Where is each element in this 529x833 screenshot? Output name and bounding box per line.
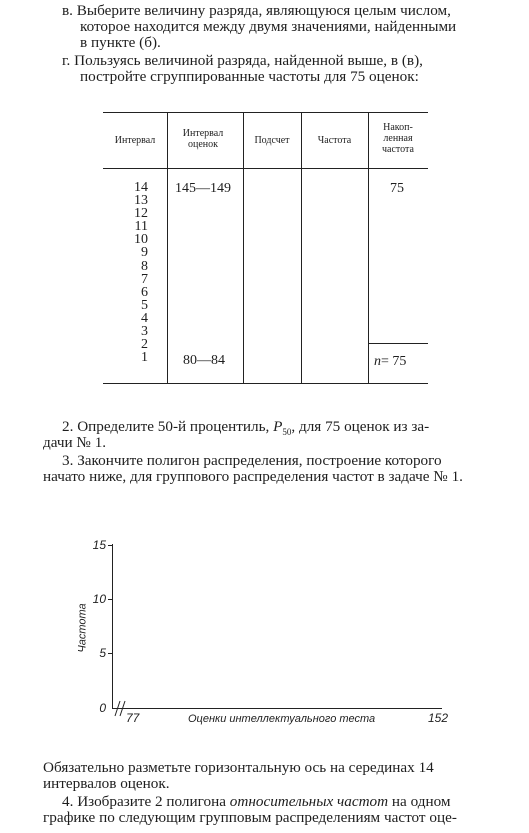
n-total xyxy=(374,354,406,370)
n-separator xyxy=(368,343,428,344)
task4-line2: графике по следующим групповым распределениям частот оце- xyxy=(43,809,457,826)
task2-line1 xyxy=(62,419,429,440)
interval-number: 11 xyxy=(134,219,148,235)
y-tick-label: 15 xyxy=(92,538,106,552)
item-v-line3: в пункте (б). xyxy=(80,34,161,51)
interval-number: 12 xyxy=(134,206,148,222)
table-bottom-rule xyxy=(103,383,428,384)
table-header-rule xyxy=(103,168,428,169)
x-axis-title: Оценки интеллектуального теста xyxy=(188,713,376,725)
y-tick xyxy=(108,653,112,654)
interval-number: 10 xyxy=(134,232,148,248)
task4-text-a: 4. Изобразите 2 полигона xyxy=(62,793,230,810)
header-cumulative: Накоп- ленная частота xyxy=(382,122,414,155)
task2-p-symbol: P xyxy=(273,418,283,435)
item-g-line1: г. Пользуясь величиной разряда, найденной выше, в (в), xyxy=(62,52,423,69)
table-top-rule xyxy=(103,112,428,113)
table-col-divider xyxy=(167,112,168,383)
interval-column xyxy=(128,180,148,366)
score-top: 145—149 xyxy=(175,181,231,196)
interval-number: 8 xyxy=(141,258,148,274)
task3-line2: начато ниже, для группового распределения частот в задаче № 1. xyxy=(43,468,463,485)
y-tick xyxy=(108,545,112,546)
task2-text-a: 2. Определите 50-й процентиль, xyxy=(62,418,274,435)
x-tick-label-start: 77 xyxy=(126,711,140,725)
interval-number: 7 xyxy=(141,271,148,287)
task4-emphasis: относительных частот xyxy=(229,793,389,810)
y-tick-label: 0 xyxy=(99,701,106,715)
item-v-line2: которое находится между двумя значениями, найденными xyxy=(80,18,457,35)
task3-line1: 3. Закончите полигон распределения, построение которого xyxy=(62,452,442,469)
interval-number: 14 xyxy=(134,180,148,195)
score-bottom: 80—84 xyxy=(183,353,225,368)
header-tally: Подсчет xyxy=(254,135,290,146)
note-line2: интервалов оценок. xyxy=(43,775,170,792)
interval-number: 6 xyxy=(141,284,148,300)
n-symbol: n xyxy=(374,354,381,369)
item-g-line2: постройте сгруппированные частоты для 75 оценок: xyxy=(80,68,419,85)
task2-p-subscript: 50 xyxy=(282,427,292,438)
header-interval: Интервал xyxy=(114,135,156,146)
task4-line1 xyxy=(62,794,451,810)
interval-number: 9 xyxy=(141,245,148,261)
table-col-divider xyxy=(243,112,244,383)
x-axis xyxy=(112,708,442,709)
task4-text-b: на одном xyxy=(388,793,451,810)
header-frequency: Частота xyxy=(317,135,352,146)
y-tick-label: 10 xyxy=(92,592,106,606)
x-tick-label-end: 152 xyxy=(428,711,449,725)
cumulative-top: 75 xyxy=(390,181,404,196)
note-line1: Обязательно разметьте горизонтальную ось на серединах 14 xyxy=(43,759,434,776)
task2-text-b: , для 75 оценок из за- xyxy=(291,418,430,435)
y-tick-label: 5 xyxy=(99,646,106,660)
interval-number: 2 xyxy=(141,337,148,353)
task2-line2: дачи № 1. xyxy=(43,434,107,451)
interval-number: 5 xyxy=(141,297,148,313)
y-tick xyxy=(108,599,112,600)
interval-number: 4 xyxy=(141,310,148,326)
interval-number: 1 xyxy=(141,350,148,366)
interval-number: 3 xyxy=(141,324,148,340)
item-v-line1: в. Выберите величину разряда, являющуюся целым числом, xyxy=(62,2,451,19)
header-interval-scores: Интервал оценок xyxy=(182,128,224,150)
interval-number: 13 xyxy=(134,193,148,209)
n-value: = 75 xyxy=(381,354,407,369)
y-axis-title: Частота xyxy=(76,603,89,653)
table-col-divider xyxy=(301,112,302,383)
y-axis xyxy=(112,544,113,709)
